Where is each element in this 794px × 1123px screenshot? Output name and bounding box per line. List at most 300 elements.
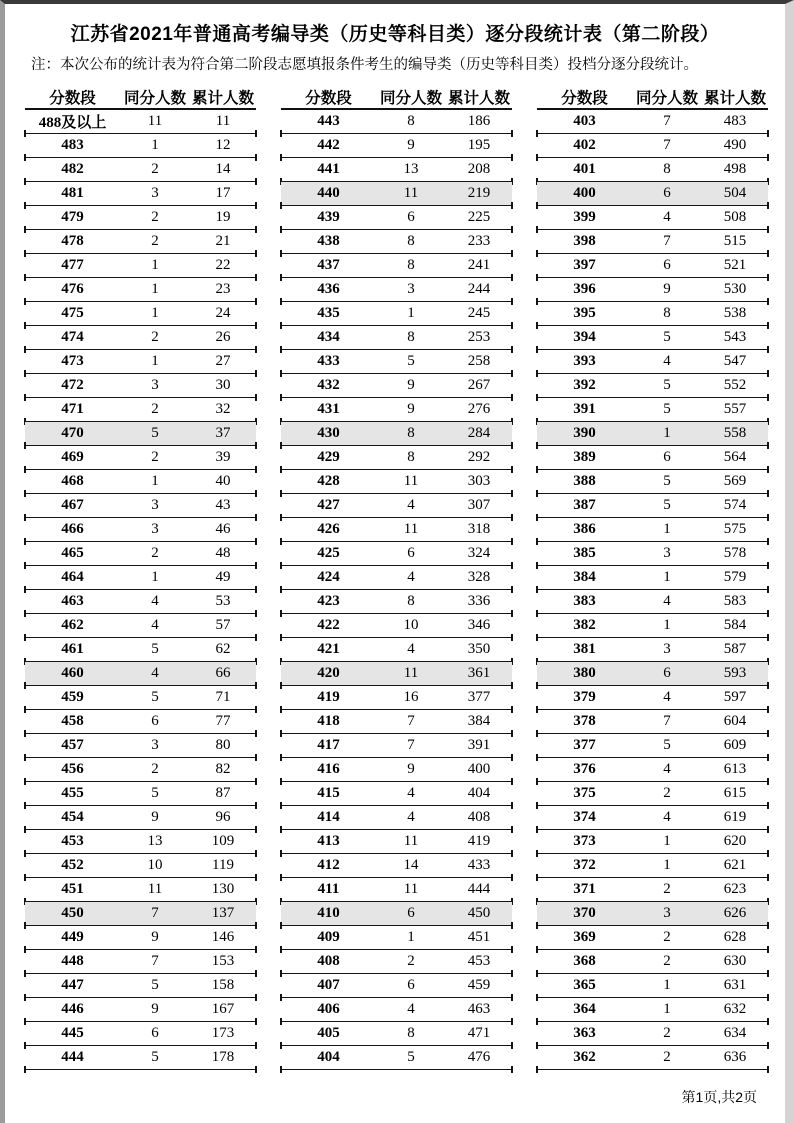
table-row: [25, 422, 256, 446]
table-row: [281, 446, 512, 470]
score-range-cell: 413: [317, 833, 340, 849]
same-score-count-cell: 4: [151, 617, 159, 633]
table-row: [281, 1022, 512, 1046]
cumulative-count-cell: 391: [467, 737, 491, 753]
table-row: [281, 950, 512, 974]
score-range-cell: 451: [61, 881, 84, 897]
score-range-cell: 443: [317, 113, 340, 129]
same-score-count-cell: 9: [151, 1001, 159, 1017]
score-range-cell: 453: [61, 833, 84, 849]
same-score-count-cell: 11: [403, 185, 419, 201]
score-range-cell: 411: [317, 881, 340, 897]
score-range-cell: 457: [61, 737, 84, 753]
same-score-count-cell: 1: [407, 929, 415, 945]
table-row: [537, 374, 768, 398]
score-range-cell: 482: [61, 161, 84, 177]
cumulative-count-cell: 538: [723, 305, 747, 321]
cumulative-count-cell: 543: [723, 329, 747, 345]
tables-container: [25, 85, 768, 1070]
table-row: [25, 1046, 256, 1070]
table-row: [281, 158, 512, 182]
table-row: [281, 662, 512, 686]
cumulative-count-cell: 276: [467, 401, 491, 417]
same-score-count-cell: 11: [147, 113, 163, 129]
table-row: [281, 278, 512, 302]
table-row: [25, 566, 256, 590]
same-score-count-cell: 2: [663, 953, 671, 969]
table-row: [537, 902, 768, 926]
score-range-cell: 396: [573, 281, 596, 297]
table-row: [25, 158, 256, 182]
cumulative-count-cell: 433: [467, 857, 491, 873]
score-range-cell: 478: [61, 233, 84, 249]
cumulative-count-cell: 336: [467, 593, 491, 609]
score-range-cell: 467: [61, 497, 84, 513]
cumulative-count-cell: 450: [467, 905, 491, 921]
same-score-count-cell: 5: [663, 401, 671, 417]
table-row: [537, 134, 768, 158]
cumulative-count-cell: 324: [467, 545, 491, 561]
score-range-cell: 391: [573, 401, 596, 417]
same-score-count-cell: 4: [151, 665, 159, 681]
score-range-cell: 365: [573, 977, 596, 993]
score-range-cell: 364: [573, 1001, 596, 1017]
table-row: [281, 686, 512, 710]
same-score-count-cell: 2: [151, 545, 159, 561]
score-range-cell: 382: [573, 617, 596, 633]
score-range-cell: 435: [317, 305, 340, 321]
cumulative-count-cell: 24: [215, 305, 231, 321]
cumulative-count-cell: 19: [215, 209, 231, 225]
cumulative-count-cell: 498: [723, 161, 747, 177]
table-row: [281, 998, 512, 1022]
header-score-range: 分数段: [49, 89, 96, 107]
same-score-count-cell: 2: [151, 329, 159, 345]
score-range-cell: 373: [573, 833, 596, 849]
cumulative-count-cell: 30: [215, 377, 231, 393]
score-range-cell: 415: [317, 785, 340, 801]
same-score-count-cell: 2: [151, 401, 159, 417]
score-range-cell: 450: [61, 905, 84, 921]
cumulative-count-cell: 186: [467, 113, 491, 129]
table-row: [25, 998, 256, 1022]
cumulative-count-cell: 241: [467, 257, 491, 273]
cumulative-count-cell: 597: [723, 689, 747, 705]
same-score-count-cell: 5: [151, 641, 159, 657]
same-score-count-cell: 4: [407, 809, 415, 825]
table-row: [25, 518, 256, 542]
score-range-cell: 384: [573, 569, 596, 585]
same-score-count-cell: 9: [407, 401, 415, 417]
table-row: [281, 710, 512, 734]
table-row: [25, 278, 256, 302]
cumulative-count-cell: 471: [467, 1025, 491, 1041]
score-table-3: [537, 85, 768, 1070]
same-score-count-cell: 3: [151, 185, 159, 201]
cumulative-count-cell: 82: [215, 761, 231, 777]
table-row: [281, 734, 512, 758]
cumulative-count-cell: 46: [215, 521, 231, 537]
same-score-count-cell: 8: [663, 161, 671, 177]
cumulative-count-cell: 587: [723, 641, 747, 657]
cumulative-count-cell: 39: [215, 449, 231, 465]
same-score-count-cell: 7: [151, 953, 159, 969]
table-row: [537, 662, 768, 686]
same-score-count-cell: 1: [151, 281, 159, 297]
cumulative-count-cell: 158: [211, 977, 235, 993]
table-row: [281, 974, 512, 998]
same-score-count-cell: 1: [151, 305, 159, 321]
cumulative-count-cell: 87: [215, 785, 231, 801]
same-score-count-cell: 11: [403, 473, 419, 489]
table-row: [25, 782, 256, 806]
score-range-cell: 464: [61, 569, 84, 585]
cumulative-count-cell: 552: [723, 377, 747, 393]
cumulative-count-cell: 636: [723, 1049, 747, 1065]
table-row: [25, 950, 256, 974]
table-row: [537, 494, 768, 518]
cumulative-count-cell: 23: [215, 281, 231, 297]
cumulative-count-cell: 43: [215, 497, 231, 513]
cumulative-count-cell: 153: [211, 953, 235, 969]
score-range-cell: 372: [573, 857, 596, 873]
score-range-cell: 432: [317, 377, 340, 393]
table-row: [537, 206, 768, 230]
score-range-cell: 446: [61, 1001, 84, 1017]
table-row: [25, 686, 256, 710]
same-score-count-cell: 11: [403, 665, 419, 681]
table-row: [25, 110, 256, 134]
same-score-count-cell: 5: [151, 977, 159, 993]
score-range-cell: 422: [317, 617, 340, 633]
table-row: [281, 110, 512, 134]
score-range-cell: 390: [573, 425, 596, 441]
table-row: [25, 134, 256, 158]
score-range-cell: 447: [61, 977, 84, 993]
cumulative-count-cell: 574: [723, 497, 747, 513]
same-score-count-cell: 2: [151, 761, 159, 777]
cumulative-count-cell: 137: [211, 905, 235, 921]
score-range-cell: 465: [61, 545, 84, 561]
score-range-cell: 394: [573, 329, 596, 345]
table-row: [537, 998, 768, 1022]
table-row: [537, 806, 768, 830]
score-range-cell: 471: [61, 401, 84, 417]
score-range-cell: 423: [317, 593, 340, 609]
same-score-count-cell: 3: [151, 521, 159, 537]
score-range-cell: 412: [317, 857, 340, 873]
cumulative-count-cell: 57: [215, 617, 231, 633]
same-score-count-cell: 1: [663, 1001, 671, 1017]
cumulative-count-cell: 244: [467, 281, 491, 297]
score-range-cell: 474: [61, 329, 84, 345]
table-row: [281, 182, 512, 206]
same-score-count-cell: 2: [151, 161, 159, 177]
table-row: [281, 470, 512, 494]
same-score-count-cell: 1: [663, 617, 671, 633]
table-row: [25, 902, 256, 926]
table-row: [537, 278, 768, 302]
cumulative-count-cell: 377: [467, 689, 491, 705]
table-row: [25, 662, 256, 686]
score-range-cell: 405: [317, 1025, 340, 1041]
cumulative-count-cell: 490: [723, 137, 747, 153]
score-range-cell: 401: [573, 161, 596, 177]
same-score-count-cell: 1: [663, 833, 671, 849]
score-range-cell: 437: [317, 257, 340, 273]
score-range-cell: 374: [573, 809, 596, 825]
score-range-cell: 375: [573, 785, 596, 801]
table-row: [281, 398, 512, 422]
score-range-cell: 439: [317, 209, 340, 225]
same-score-count-cell: 7: [663, 137, 671, 153]
cumulative-count-cell: 208: [467, 161, 491, 177]
same-score-count-cell: 4: [407, 641, 415, 657]
score-range-cell: 420: [317, 665, 340, 681]
cumulative-count-cell: 632: [723, 1001, 747, 1017]
cumulative-count-cell: 483: [723, 113, 747, 129]
table-row: [537, 926, 768, 950]
table-row: [537, 422, 768, 446]
score-range-cell: 428: [317, 473, 340, 489]
same-score-count-cell: 1: [663, 977, 671, 993]
score-range-cell: 421: [317, 641, 340, 657]
same-score-count-cell: 1: [151, 569, 159, 585]
cumulative-count-cell: 515: [723, 233, 747, 249]
table-row: [25, 374, 256, 398]
same-score-count-cell: 8: [407, 257, 415, 273]
cumulative-count-cell: 419: [467, 833, 491, 849]
score-range-cell: 452: [61, 857, 84, 873]
table-row: [281, 758, 512, 782]
same-score-count-cell: 10: [147, 857, 163, 873]
cumulative-count-cell: 253: [467, 329, 491, 345]
same-score-count-cell: 4: [151, 593, 159, 609]
table-row: [537, 1022, 768, 1046]
score-range-cell: 385: [573, 545, 596, 561]
score-range-cell: 389: [573, 449, 596, 465]
table-row: [281, 614, 512, 638]
same-score-count-cell: 16: [403, 689, 419, 705]
cumulative-count-cell: 350: [467, 641, 491, 657]
table-row: [281, 902, 512, 926]
header-score-range: 分数段: [305, 89, 352, 107]
cumulative-count-cell: 557: [723, 401, 747, 417]
score-range-cell: 476: [61, 281, 84, 297]
score-range-cell: 466: [61, 521, 84, 537]
score-range-cell: 438: [317, 233, 340, 249]
cumulative-count-cell: 167: [211, 1001, 235, 1017]
score-range-cell: 481: [61, 185, 84, 201]
score-range-cell: 440: [317, 185, 340, 201]
score-range-cell: 456: [61, 761, 84, 777]
score-range-cell: 393: [573, 353, 596, 369]
cumulative-count-cell: 623: [723, 881, 747, 897]
score-range-cell: 470: [61, 425, 84, 441]
cumulative-count-cell: 631: [723, 977, 747, 993]
header-same-score-count: 同分人数: [379, 89, 442, 107]
score-range-cell: 392: [573, 377, 596, 393]
table-row: [25, 974, 256, 998]
score-range-cell: 388: [573, 473, 596, 489]
cumulative-count-cell: 400: [467, 761, 491, 777]
cumulative-count-cell: 346: [467, 617, 491, 633]
same-score-count-cell: 11: [403, 833, 419, 849]
table-row: [537, 518, 768, 542]
same-score-count-cell: 2: [151, 209, 159, 225]
score-range-cell: 400: [573, 185, 596, 201]
cumulative-count-cell: 27: [215, 353, 231, 369]
same-score-count-cell: 4: [663, 353, 671, 369]
score-range-cell: 363: [573, 1025, 596, 1041]
same-score-count-cell: 1: [663, 425, 671, 441]
same-score-count-cell: 8: [407, 1025, 415, 1041]
table-row: [537, 614, 768, 638]
same-score-count-cell: 8: [407, 233, 415, 249]
same-score-count-cell: 6: [407, 209, 415, 225]
table-row: [281, 830, 512, 854]
same-score-count-cell: 6: [407, 545, 415, 561]
table-row: [537, 566, 768, 590]
cumulative-count-cell: 195: [467, 137, 491, 153]
score-range-cell: 483: [61, 137, 84, 153]
cumulative-count-cell: 558: [723, 425, 747, 441]
cumulative-count-cell: 609: [723, 737, 747, 753]
table-row: [281, 494, 512, 518]
score-range-cell: 479: [61, 209, 84, 225]
table-row: [25, 542, 256, 566]
cumulative-count-cell: 245: [467, 305, 491, 321]
cumulative-count-cell: 615: [723, 785, 747, 801]
same-score-count-cell: 6: [407, 977, 415, 993]
cumulative-count-cell: 569: [723, 473, 747, 489]
same-score-count-cell: 6: [663, 449, 671, 465]
score-range-cell: 409: [317, 929, 340, 945]
header-cumulative-count: 累计人数: [191, 89, 254, 107]
cumulative-count-cell: 628: [723, 929, 747, 945]
same-score-count-cell: 5: [151, 785, 159, 801]
table-header-row: [537, 85, 768, 110]
cumulative-count-cell: 459: [467, 977, 491, 993]
same-score-count-cell: 6: [663, 665, 671, 681]
table-row: [281, 806, 512, 830]
cumulative-count-cell: 303: [467, 473, 491, 489]
header-same-score-count: 同分人数: [635, 89, 698, 107]
score-range-cell: 488及以上: [38, 115, 107, 131]
table-row: [25, 494, 256, 518]
cumulative-count-cell: 66: [215, 665, 231, 681]
cumulative-count-cell: 508: [723, 209, 747, 225]
score-range-cell: 427: [317, 497, 340, 513]
table-row: [281, 134, 512, 158]
cumulative-count-cell: 451: [467, 929, 491, 945]
score-range-cell: 436: [317, 281, 340, 297]
table-row: [281, 350, 512, 374]
same-score-count-cell: 3: [663, 641, 671, 657]
score-range-cell: 404: [317, 1049, 340, 1065]
cumulative-count-cell: 173: [211, 1025, 235, 1041]
score-range-cell: 429: [317, 449, 340, 465]
score-range-cell: 444: [61, 1049, 84, 1065]
cumulative-count-cell: 613: [723, 761, 747, 777]
cumulative-count-cell: 408: [467, 809, 491, 825]
same-score-count-cell: 7: [151, 905, 159, 921]
cumulative-count-cell: 292: [467, 449, 491, 465]
page-title: 江苏省2021年普通高考编导类（历史等科目类）逐分段统计表（第二阶段）: [70, 24, 720, 45]
table-row: [537, 974, 768, 998]
cumulative-count-cell: 284: [467, 425, 491, 441]
same-score-count-cell: 4: [663, 593, 671, 609]
table-row: [537, 470, 768, 494]
score-range-cell: 431: [317, 401, 340, 417]
cumulative-count-cell: 80: [215, 737, 231, 753]
same-score-count-cell: 3: [151, 377, 159, 393]
same-score-count-cell: 5: [151, 1049, 159, 1065]
same-score-count-cell: 11: [403, 881, 419, 897]
cumulative-count-cell: 62: [215, 641, 231, 657]
table-row: [537, 734, 768, 758]
cumulative-count-cell: 620: [723, 833, 747, 849]
same-score-count-cell: 5: [663, 473, 671, 489]
same-score-count-cell: 2: [663, 881, 671, 897]
cumulative-count-cell: 14: [215, 161, 231, 177]
same-score-count-cell: 9: [407, 137, 415, 153]
header-cumulative-count: 累计人数: [447, 89, 510, 107]
cumulative-count-cell: 119: [212, 857, 234, 873]
same-score-count-cell: 13: [403, 161, 419, 177]
same-score-count-cell: 1: [663, 857, 671, 873]
score-range-cell: 419: [317, 689, 340, 705]
cumulative-count-cell: 48: [215, 545, 231, 561]
score-range-cell: 380: [573, 665, 596, 681]
cumulative-count-cell: 267: [467, 377, 491, 393]
same-score-count-cell: 9: [407, 377, 415, 393]
table-row: [537, 446, 768, 470]
same-score-count-cell: 11: [147, 881, 163, 897]
table-row: [25, 302, 256, 326]
cumulative-count-cell: 504: [723, 185, 747, 201]
same-score-count-cell: 5: [407, 1049, 415, 1065]
score-range-cell: 379: [573, 689, 596, 705]
score-range-cell: 402: [573, 137, 596, 153]
table-row: [537, 110, 768, 134]
table-row: [537, 254, 768, 278]
cumulative-count-cell: 521: [723, 257, 747, 273]
cumulative-count-cell: 37: [215, 425, 231, 441]
table-row: [25, 710, 256, 734]
same-score-count-cell: 2: [663, 1049, 671, 1065]
table-row: [281, 230, 512, 254]
cumulative-count-cell: 361: [467, 665, 491, 681]
same-score-count-cell: 4: [407, 785, 415, 801]
table-row: [25, 470, 256, 494]
same-score-count-cell: 4: [663, 761, 671, 777]
same-score-count-cell: 5: [663, 497, 671, 513]
cumulative-count-cell: 463: [467, 1001, 491, 1017]
cumulative-count-cell: 40: [215, 473, 231, 489]
score-range-cell: 418: [317, 713, 340, 729]
table-row: [537, 158, 768, 182]
same-score-count-cell: 1: [151, 353, 159, 369]
table-row: [537, 950, 768, 974]
cumulative-count-cell: 77: [215, 713, 231, 729]
score-range-cell: 407: [317, 977, 340, 993]
same-score-count-cell: 5: [663, 329, 671, 345]
score-range-cell: 417: [317, 737, 340, 753]
cumulative-count-cell: 578: [723, 545, 747, 561]
cumulative-count-cell: 219: [467, 185, 491, 201]
score-range-cell: 399: [573, 209, 596, 225]
